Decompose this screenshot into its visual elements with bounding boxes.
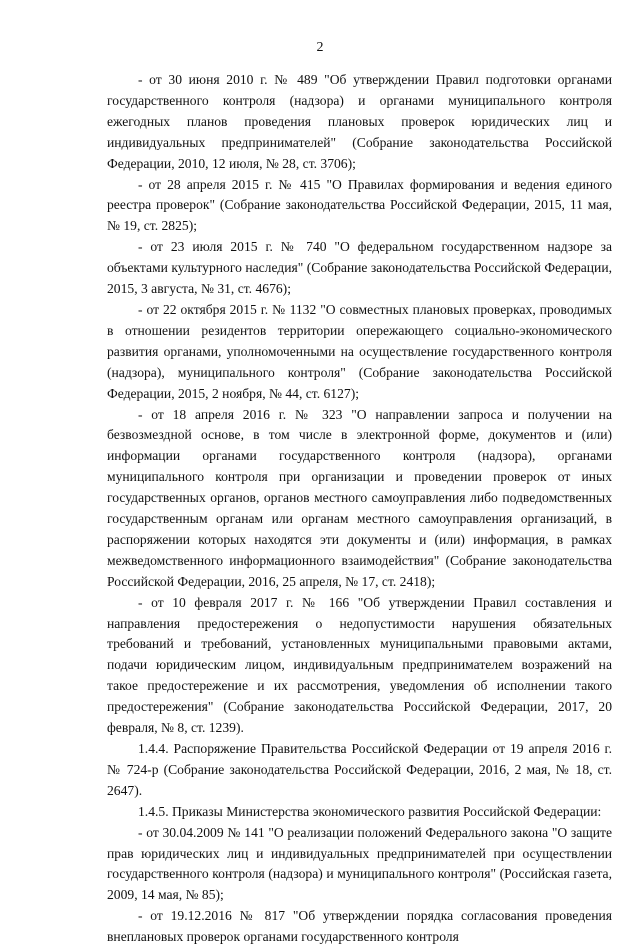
paragraph: - от 30 июня 2010 г. № 489 "Об утверждении Правил подготовки органами государственного контроля (надзора) и органами муниципального контроля ежегодных планов проведения плановых проверок юридических лиц и индивидуальных предпринимателей" (Собрание законодательства Российской Федерации, 2010, 12 июля, № 28, ст. 3706); (107, 72, 612, 171)
paragraph: 1.4.5. Приказы Министерства экономического развития Российской Федерации: (138, 803, 602, 819)
paragraph: - от 22 октября 2015 г. № 1132 "О совместных плановых проверках, проводимых в отношении резидентов территории опережающего социально-экономического развития органами, уполномоченными на осуществление государственного контроля (надзора), муниципального контроля" (Собрание законодательства Российской Федерации, 2015, 2 ноября, № 44, ст. 6127); (107, 301, 612, 401)
paragraph: - от 19.12.2016 № 817 "Об утверждении порядка согласования проведения внеплановых проверок органами государственного контроля (107, 908, 612, 945)
paragraph: - от 30.04.2009 № 141 "О реализации положений Федерального закона "О защите прав юридических лиц и индивидуальных предпринимателей при осуществлении государственного контроля (надзора) и муниципального контроля" (Российская газета, 2009, 14 мая, № 85); (107, 824, 612, 903)
paragraph: - от 10 февраля 2017 г. № 166 "Об утверждении Правил составления и направления предостережения о недопустимости нарушения обязательных требований и требований, установленных муниципальными правовыми актами, подачи юридическим лицом, индивидуальным предпринимателем возражений на такое предостережение и их рассмотрения, уведомления об исполнении такого предостережения" (Собрание законодательства Российской Федерации, 2017, 20 февраля, № 8, ст. 1239). (107, 594, 612, 736)
paragraph: - от 18 апреля 2016 г. № 323 "О направлении запроса и получении на безвозмездной основе, в том числе в электронной форме, документов и (или) информации органами государственного контроля (надзора), органами муниципального контроля при организации и проведении проверок от иных государственных органов, органов местного самоуправления либо подведомственных государственным органам или органам местного самоуправления организаций, в распоряжении которых находятся эти документы и (или) информация, в рамках межведомственного информационного взаимодействия" (Собрание законодательства Российской Федерации, 2016, 25 апреля, № 17, ст. 2418); (107, 406, 612, 589)
page-number: 2 (316, 40, 324, 55)
paragraph: 1.4.4. Распоряжение Правительства Российской Федерации от 19 апреля 2016 г. № 724-р (Собрание законодательства Российской Федерации, 2016, 2 мая, № 18, ст. 2647). (107, 741, 612, 798)
document-body (107, 70, 612, 948)
paragraph: - от 23 июля 2015 г. № 740 "О федеральном государственном надзоре за объектами культурного наследия" (Собрание законодательства Российской Федерации, 2015, 3 августа, № 31, ст. 4676); (107, 239, 612, 297)
paragraph: - от 28 апреля 2015 г. № 415 "О Правилах формирования и ведения единого реестра проверок" (Собрание законодательства Российской Федерации, 2015, 11 мая, № 19, ст. 2825); (107, 176, 612, 234)
